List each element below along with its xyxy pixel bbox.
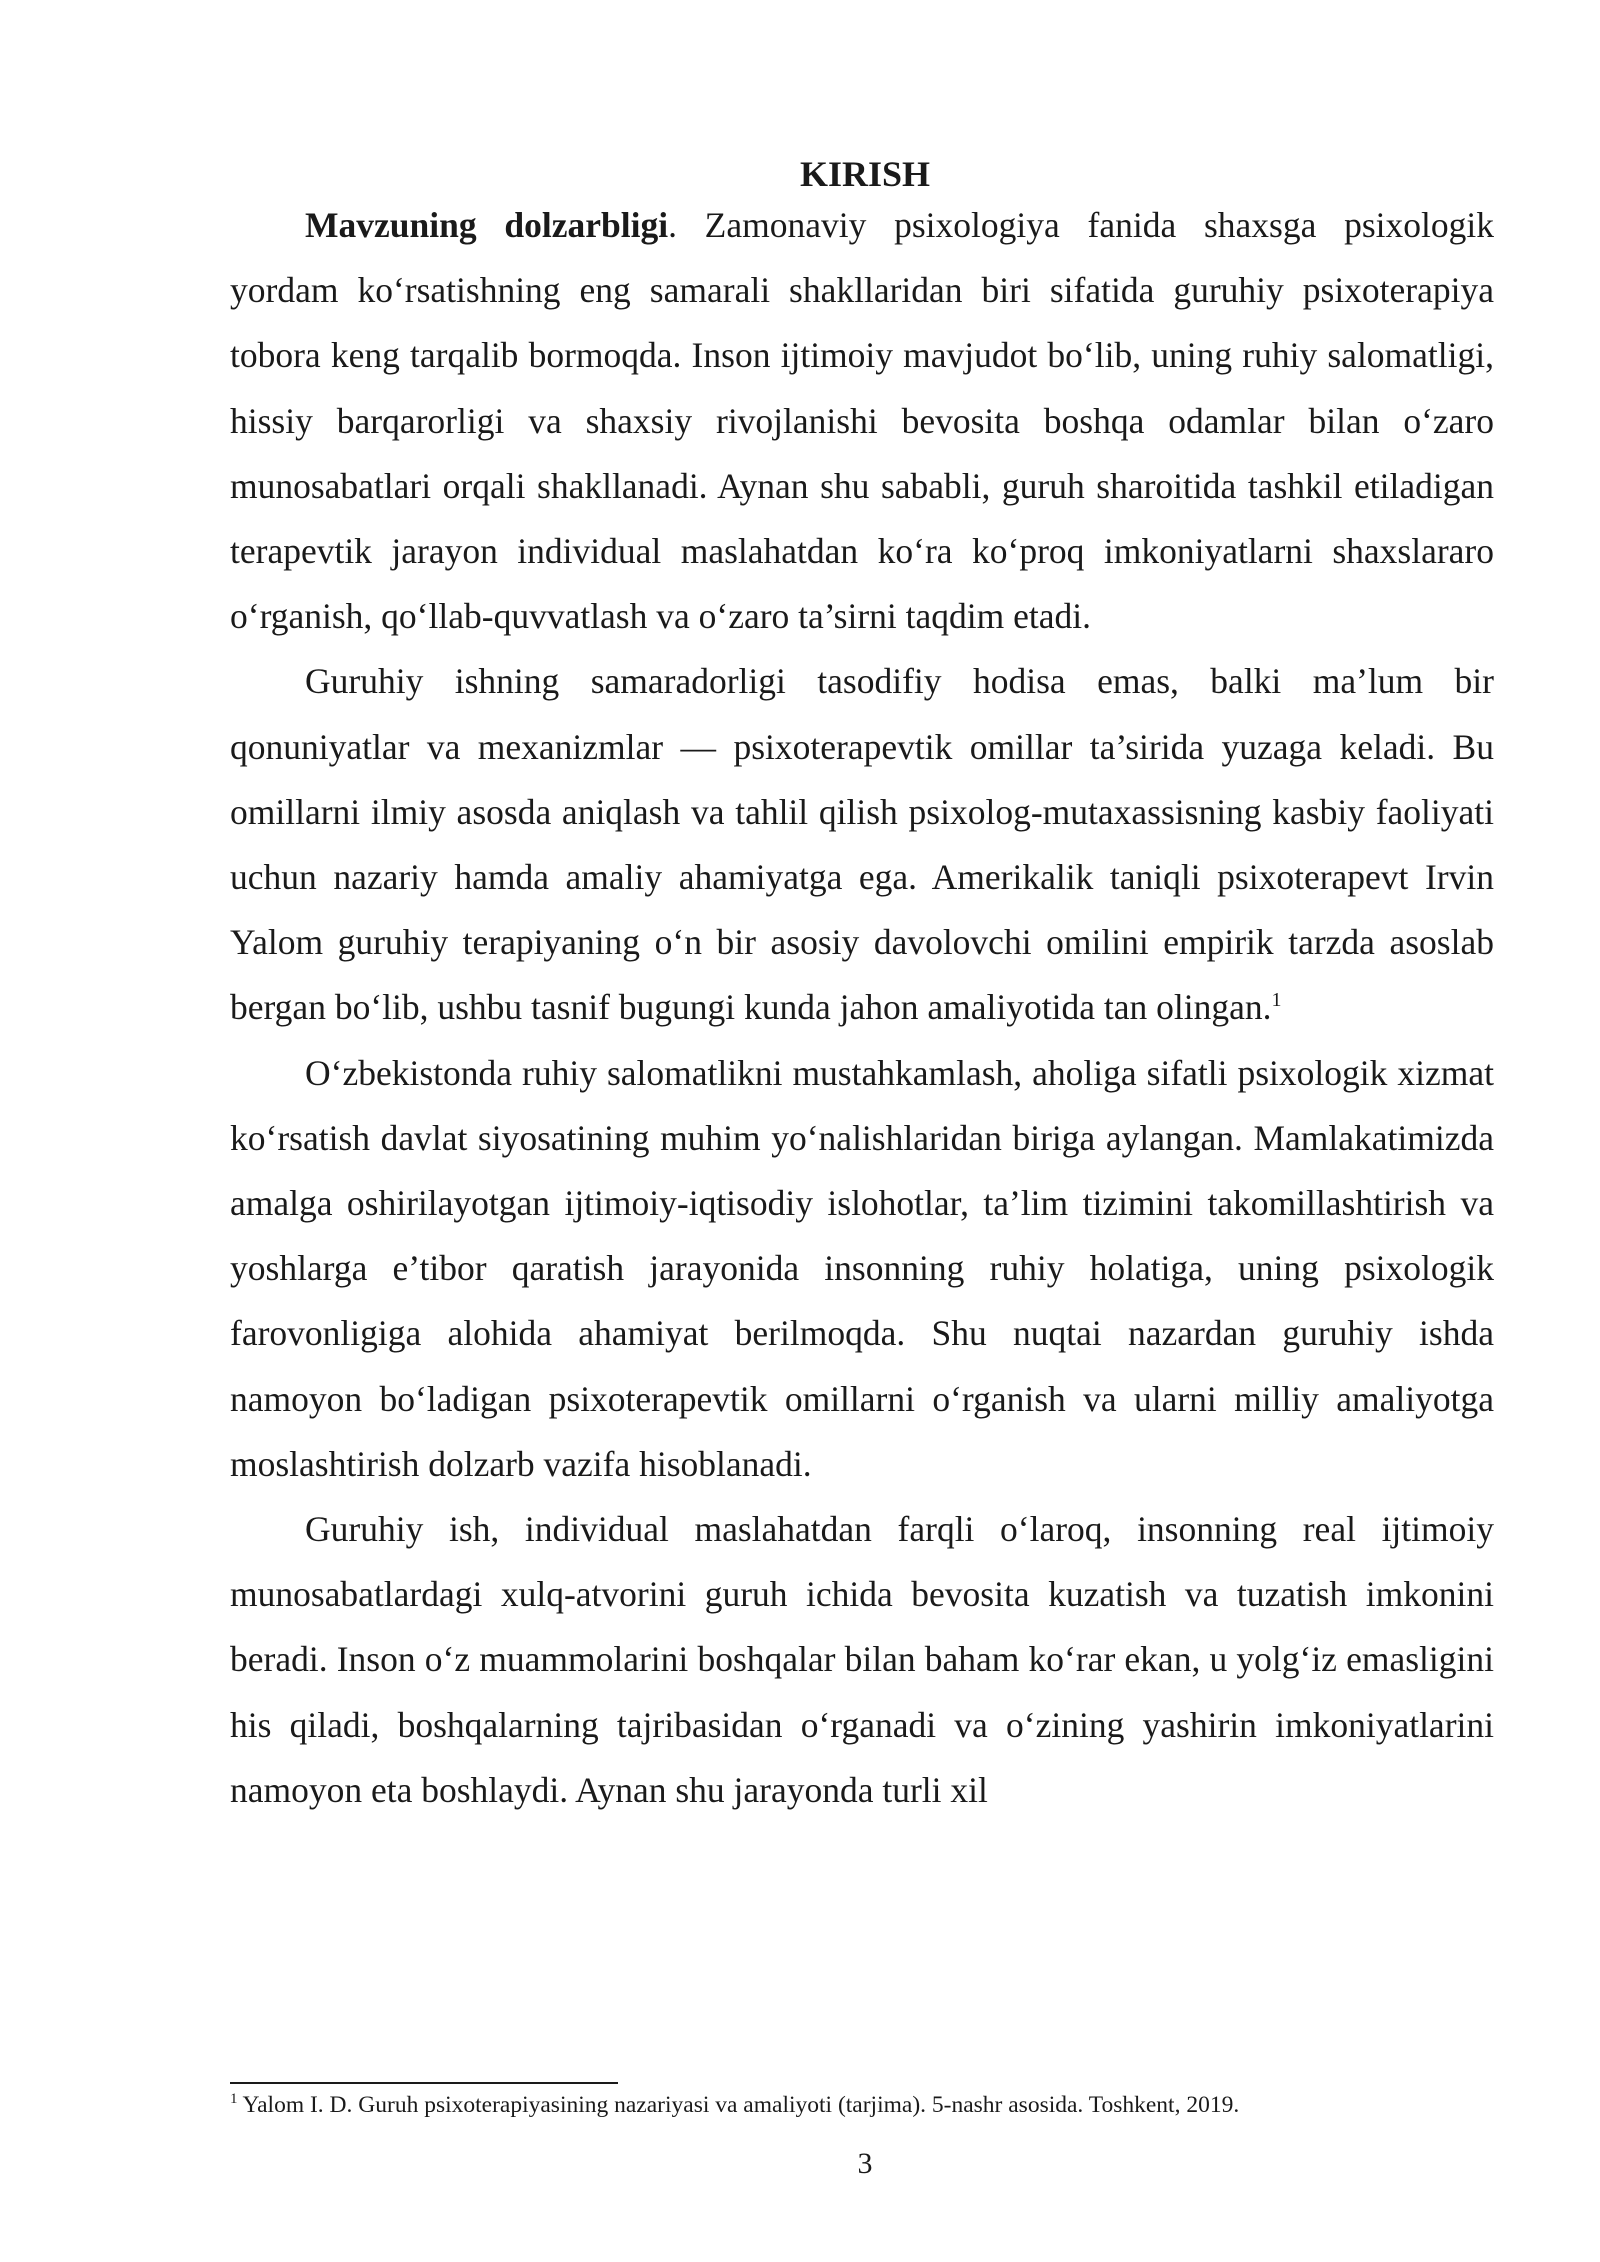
paragraph-lead-term: Mavzuning dolzarbligi <box>305 205 669 245</box>
footnote-marker: 1 <box>230 2091 238 2108</box>
paragraph-group-work <box>230 1497 1494 1823</box>
paragraph-uzbekistan <box>230 1041 1494 1497</box>
paragraph-text: Guruhiy ishning samaradorligi tasodifiy hodisa emas, balki ma’lum bir qonuniyatlar va mexanizmlar — psixoterapevtik omillar ta’sirida yuzaga keladi. Bu omillarni ilmiy asosda aniqlash va tahlil qilish psixolog-mutaxassisning kasbiy faoliyati uchun nazariy hamda amaliy ahamiyatga ega. Amerikalik taniqli psixoterapevt Irvin Yalom guruhiy terapiyaning o‘n bir asosiy davolovchi omilini empirik tarzda asoslab bergan bo‘lib, ushbu tasnif bugungi kunda jahon amaliyotida tan olingan. <box>230 661 1494 1028</box>
body-text <box>230 193 1494 1823</box>
footnote-separator <box>230 2082 618 2084</box>
footnote <box>230 2088 1494 2122</box>
paragraph-text: Zamonaviy psixologiya fanida shaxsga psixologik yordam ko‘rsatishning eng samarali shakllaridan biri sifatida guruhiy psixoterapiya tobora keng tarqalib bormoqda. Inson ijtimoiy mavjudot bo‘lib, uning ruhiy salomatligi, hissiy barqarorligi va shaxsiy rivojlanishi bevosita boshqa odamlar bilan o‘zaro munosabatlari orqali shakllanadi. Aynan shu sababli, guruh sharoitida tashkil etiladigan terapevtik jarayon individual maslahatdan ko‘ra ko‘proq imkoniyatlarni shaxslararo o‘rganish, qo‘llab-quvvatlash va o‘zaro ta’sirni taqdim etadi. <box>230 205 1494 637</box>
paragraph-relevance <box>230 193 1494 649</box>
section-heading: KIRISH <box>799 154 931 194</box>
paragraph-text: O‘zbekistonda ruhiy salomatlikni mustahkamlash, aholiga sifatli psixologik xizmat ko‘rsatish davlat siyosatining muhim yo‘nalishlaridan biriga aylangan. Mamlakatimizda amalga oshirilayotgan ijtimoiy-iqtisodiy islohotlar, ta’lim tizimini takomillashtirish va yoshlarga e’tibor qaratish jarayonida insonning ruhiy holatiga, uning psixologik farovonligiga alohida ahamiyat berilmoqda. Shu nuqtai nazardan guruhiy ishda namoyon bo‘ladigan psixoterapevtik omillarni o‘rganish va ularni milliy amaliyotga moslashtirish dolzarb vazifa hisoblanadi. <box>230 1052 1494 1484</box>
paragraph-text: Guruhiy ish, individual maslahatdan farqli o‘laroq, insonning real ijtimoiy munosabatlardagi xulq-atvorini guruh ichida bevosita kuzatish va tuzatish imkonini beradi. Inson o‘z muammolarini boshqalar bilan baham ko‘rar ekan, u yolg‘iz emasligini his qiladi, boshqalarning tajribasidan o‘rganadi va o‘zining yashirin imkoniyatlarini namoyon eta boshlaydi. Aynan shu jarayonda turli xil <box>230 1509 1494 1810</box>
footnote-reference[interactable]: 1 <box>1271 989 1282 1012</box>
lead-punctuation: . <box>668 205 677 245</box>
footnote-text: Yalom I. D. Guruh psixoterapiyasining nazariyasi va amaliyoti (tarjima). 5-nashr asosida. Toshkent, 2019. <box>237 2092 1240 2118</box>
paragraph-group-effectiveness <box>230 649 1494 1040</box>
page-number: 3 <box>857 2147 873 2180</box>
